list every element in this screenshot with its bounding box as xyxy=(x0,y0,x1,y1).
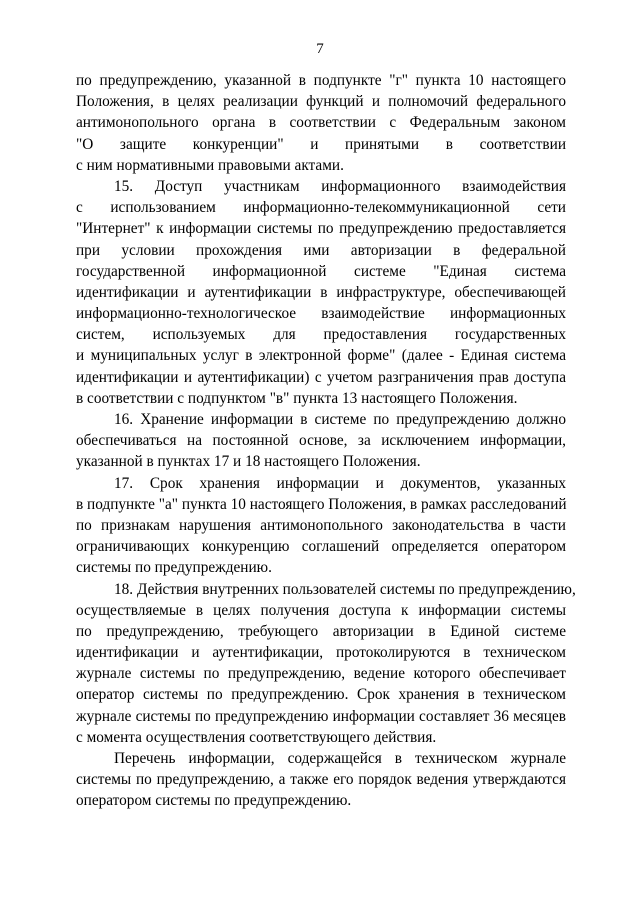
text-line: оператор системы по предупреждению. Срок хранения в техническом xyxy=(76,686,566,704)
text-line: по предупреждению, указанной в подпункте "г" пункта 10 настоящего xyxy=(76,72,566,89)
text-line: систем, используемых для предоставления государственных xyxy=(76,326,566,344)
paragraph-journal-list xyxy=(76,748,566,812)
text-line: идентификации и аутентификации) с учетом разграничения прав доступа xyxy=(76,368,566,386)
text-line: осуществляемые в целях получения доступа к информации системы xyxy=(76,601,566,619)
text-line: оператором системы по предупреждению. xyxy=(76,792,352,810)
text-line: журнале системы по предупреждению, ведение которого обеспечивает xyxy=(76,665,566,683)
text-line: ограничивающих конкуренцию соглашений определяется оператором xyxy=(76,538,566,556)
paragraph-16 xyxy=(76,409,566,473)
text-line: с ним нормативными правовыми актами. xyxy=(76,156,344,174)
text-line: 15. Доступ участникам информационного взаимодействия xyxy=(114,177,566,195)
text-line: Положения, в целях реализации функций и полномочий федерального xyxy=(76,93,566,111)
text-line: с использованием информационно-телекоммуникационной сети xyxy=(76,199,566,217)
text-line: обеспечиваться на постоянной основе, за исключением информации, xyxy=(76,432,566,450)
document-body xyxy=(76,70,576,812)
paragraph-18 xyxy=(76,579,576,749)
text-line: и муниципальных услуг в электронной форме" (далее - Единая система xyxy=(76,347,566,365)
text-line: информационно-технологическое взаимодействие информационных xyxy=(76,305,566,323)
text-line: по признакам нарушения антимонопольного законодательства в части xyxy=(76,516,566,534)
text-line: при условии прохождения ими авторизации в федеральной xyxy=(76,241,566,259)
text-line: системы по предупреждению, а также его порядок ведения утверждаются xyxy=(76,771,566,789)
paragraph-15 xyxy=(76,176,566,409)
text-line: журнале системы по предупреждению информации составляет 36 месяцев xyxy=(76,707,566,725)
text-line: в соответствии с подпунктом "в" пункта 13 настоящего Положения. xyxy=(76,389,518,407)
text-line: 16. Хранение информации в системе по предупреждению должно xyxy=(114,411,566,428)
text-line: системы по предупреждению. xyxy=(76,559,272,577)
text-line: "О защите конкуренции" и принятыми в соответствии xyxy=(76,135,566,153)
text-line: с момента осуществления соответствующего действия. xyxy=(76,728,437,746)
paragraph-17 xyxy=(76,473,566,579)
text-line: 18. Действия внутренних пользователей системы по предупреждению, xyxy=(114,580,576,598)
text-line: антимонопольного органа в соответствии с Федеральным законом xyxy=(76,114,566,132)
text-line: Перечень информации, содержащейся в техническом журнале xyxy=(114,750,566,767)
text-line: по предупреждению, требующего авторизации в Единой системе xyxy=(76,622,566,640)
text-line: указанной в пунктах 17 и 18 настоящего Положения. xyxy=(76,453,421,471)
text-line: государственной информационной системе "Единая система xyxy=(76,262,566,280)
text-line: "Интернет" к информации системы по предупреждению предоставляется xyxy=(76,220,566,238)
page-number: 7 xyxy=(316,41,324,57)
text-line: в подпункте "а" пункта 10 настоящего Положения, в рамках расследований xyxy=(76,495,567,513)
text-line: идентификации и аутентификации в инфраструктуре, обеспечивающей xyxy=(76,283,566,301)
text-line: 17. Срок хранения информации и документов, указанных xyxy=(114,474,566,492)
text-line: идентификации и аутентификации, протоколируются в техническом xyxy=(76,644,566,662)
paragraph-continuation xyxy=(76,70,566,176)
